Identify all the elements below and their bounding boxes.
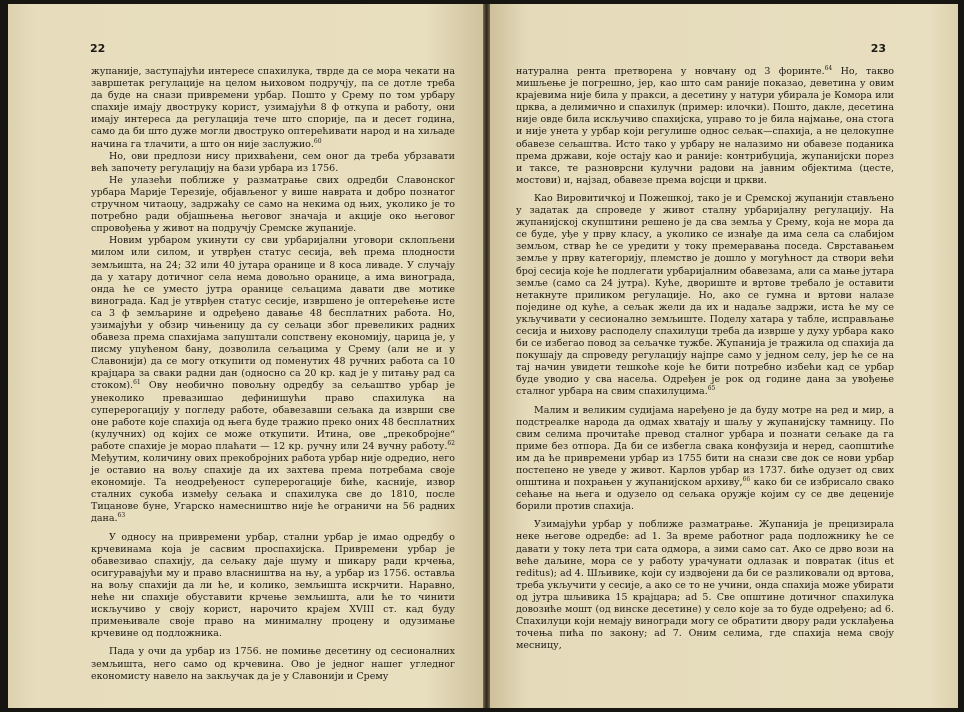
paragraph: Новим урбаром укинути су сви урбаријални уговори склопљени милом или силом, и утврђен статус сесија, већ према плодности земљишта, на 24; 32 или 40 јутара оранице и 8 коса ливаде. У случају да у хатару дотичног села нема довољно оранице, а има винограда, онда ће се уместо јутра оранице сељацима давати две мотике винограда. Кад је утврђен статус сесије, извршено је оптерећење исте са 3 ф земљарине и одређено давање 48 бесплатних работа. Но, узимајући у обзир чињеницу да су сељаци због превеликих радних обавеза према спахијама запуштали сопствену економију, царица је, у писму упућеном бану, дозволила сељацима у Срему (али не и у Славонији) да се могу откупити од поменутих 48 ручних работа са 10 крајцара за сваки радни дан (односно са 20 кр. кад је у питању рад са стоком).$^{61}$ Ову необично повољну одредбу за сељаштво урбар је унеколико превазишао дефинишући право спахилука на суперерогацију у погледу работе, обавезавши сељака да изврши све оне работе које спахија од њега буде тражио преко оних 48 бесплатних (кулучних) од којих се може откупити. Итина, ове „прекобројне“ работе спахије је морао плаћати — 12 кр. ручну или 24 вучну работу.$^{62}$ Међутим, количину ових прекобројних работа урбар није одредио, него је оставио на вољу спахије да их захтева према потребама своје економије. Та неодређеност суперерогације биће, касније, извор сталних сукоба између сељака и спахилука све до 1810, после Тицанове буне, Угарско намесништво није ће ограничи на 56 радних дана.$^{63}$ [91,235,455,525]
paragraph: жупаније, заступајући интересе спахилука, тврде да се мора чекати на завршетак регулације на целом њиховом подручју, па се дотле треба да буде на снази привремени урбар. Пошто у Срему по том урбару спахије имају двоструку корист, узимајући 8 ф откупа и работу, они имају интереса да регулација тече што спорије, па и десет година, само да би што дуже могли двоструко оптерећивати народ и на хиљаде начина га тлачити, а што он није заслужио.$^{60}$ [91,66,455,150]
paragraph: Узимајући урбар у поближе разматрање. Жупанија је прецизирала неке његове одредбе: ad 1. За време работног рада подложнику ће се давати у току лета три сата одмора, а зими само сат. Ако се дрво вози на веће даљине, мора се у работу урачунати одлазак и повратак (itus et reditus); ad 4. Шљивике, који су издвојени да би се разликовали од вртова, треба укључити у сесије, а ако се то не учини, онда спахија може убирати од јутра шљивика 15 крајцара; ad 5. Све општине дотичног спахилука довозиће мошт (од винске десетине) у село које за то буде одређено; ad 6. Спахилуци који немају виногради могу се обратити двору ради усклађења точења пића по закону; ad 7. Оним селима, где спахија нема своју месницу, [516,519,894,652]
left-page [8,4,483,708]
right-page-number: 23 [870,42,886,55]
paragraph: Пада у очи да урбар из 1756. не помиње десетину од сесионалних земљишта, него само од крчевина. Ово је једног нашег угледног економисту навело на закључак да је у Славонији и Срему [91,646,455,682]
footnote-ref: 65 [707,385,716,393]
footnote-ref: 63 [117,512,126,520]
book-gutter [483,4,490,708]
paragraph: Малим и великим судијама наређено је да буду мотре на ред и мир, а подстреалке народа да одмах хватају и шаљу у жупанијску тамницу. По свим селима прочитаће превод сталног урбара и познати сељаке да га приме без отпора. Да би се избегла свака конфузија и неред, саопштиће им да ће привремени урбар из 1755 бити на снази све док се нови урбар постепено не уведе у живот. Карлов урбар из 1737. биће одузет од свих општина и похрањен у жупанијском архиву,$^{66}$ како би се избрисало свако сећање на њега и одузело од сељака оружје којим су се две деценије борили против спахија. [516,404,894,513]
right-page [490,4,958,708]
footnote-ref: 64 [824,64,833,72]
paragraph: Као Вировитичкој и Пожешкој, тако је и Сремској жупанији стављено у задатак да спроведе у живот сталну урбаријалну регулацију. На жупанијској скупштини решено је да сва земља у Срему, која не мора да се буде, уђе у прву класу, а уколико се изнађе да има села са слабијом земљом, ствар ће се уредити у току премеравања поседа. Сврставањем земље у прву категорију, племство је дошло у могућност да створи већи број сесија које ће подлегати урбаријалним обавезама, али са мање јутара земље (само са 24 јутра). Куће, двориште и вртове требало је оставити нетакнуте приликом регулације. Но, ако се гумна и вртови налазе поједине од куће, а сељак жели да их и надаље задржи, иста ће му се укључивати у сесионално земљиште. Поделу хатара у табле, исправљање сесија и њихову расподелу спахилуци треба да изврше у духу урбара како би се избегао повод за сељачке тужбе. Жупанија је тражила од спахија да покушају да спроведу регулацију најпре само у једном селу, јер ће се на тај начин увидети тешкоће које ће бити потребно избећи кад се урбар буде уводио у сва насеља. Одређен је рок од године дана за увођење сталног урбара на свим спахилуцима.$^{65}$ [516,192,894,398]
footnote-ref: 61 [133,379,141,387]
left-page-text [91,66,455,683]
paragraph: Но, ови предлози нису прихваћени, сем оног да треба убрзавати већ започету регулацију на бази урбара из 1756. [91,150,455,174]
book-spread [8,4,958,708]
footnote-ref: 66 [742,475,751,483]
footnote-ref: 62 [447,439,455,447]
paragraph: натурална рента претворена у новчану од 3 форинте.$^{64}$ Но, такво мишљење је погрешно, јер, као што сам раније показао, деветина у овим крајевима није била у пракси, а десетину у натури убирала је Комора или црква, а делимично и спахилук (пример: илочки). Пошто, дакле, десетина није овде била искључиво спахијска, управо то је била најмање, она стога и није унета у урбар који регулише однос сељак—спахија, а не целокупне обавезе сељаштва. Исто тако у урбару не налазимо ни обавезе поданика према држави, које остају као и раније: контрибуција, жупанијски порез и таксе, те разноврсни кулучни радови на јавним објектима (цесте, мостови) и, најзад, обавезе према војсци и цркви. [516,64,894,186]
paragraph: Не улазећи поближе у разматрање свих одредби Славонског урбара Марије Терезије, објављеног у више наврата и добро познатог стручном читаоцу, задржаћу се само на некима од њих, уколико је то потребно ради објашњења његовог значаја и акције око његовог спровођења у живот на подручју Сремске жупаније. [91,174,455,235]
right-page-text [516,66,894,652]
paragraph: У односу на привремени урбар, стални урбар је имао одредбу о крчевинама која је сасвим проспахијска. Привремени урбар је обавезивао спахију, да сељаку даје шуму и шикару ради крчења, осигуравајући му и право власништва на њу, а урбар из 1756. оставља на вољу спахији да ли ће, и колико, земљишта искрчити. Наравно, неће ни спахије обуставити крчење земљишта, али ће то чинити искључиво у своју корист, нарочито крајем XVIII ст. кад буду примењивале своје право на минималну процену и одузимање крчевине од подложника. [91,531,455,640]
left-page-number: 22 [90,42,106,55]
footnote-ref: 60 [313,137,322,145]
